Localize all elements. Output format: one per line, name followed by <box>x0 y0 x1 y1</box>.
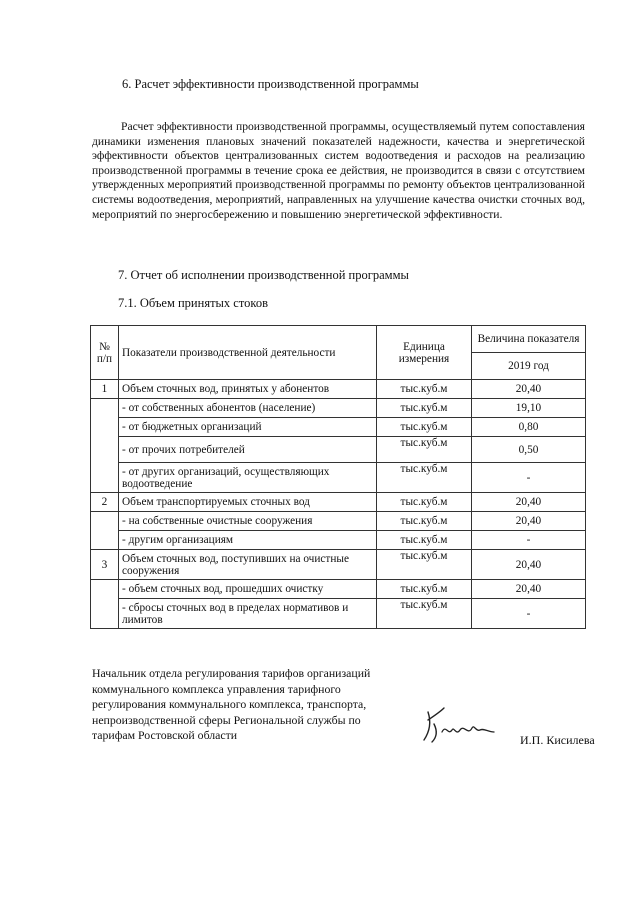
row-unit: тыс.куб.м <box>377 580 472 599</box>
row-unit: тыс.куб.м <box>377 531 472 550</box>
header-year: 2019 год <box>472 353 586 380</box>
row-num-empty <box>91 399 119 493</box>
row-value: - <box>472 531 586 550</box>
position-line: коммунального комплекса управления тарифного <box>92 681 341 696</box>
position-line: непроизводственной сферы Региональной службы по <box>92 712 361 727</box>
row-unit: тыс.куб.м <box>377 380 472 399</box>
row-value: - <box>472 463 586 493</box>
section6-paragraph: Расчет эффективности производственной программы, осуществляемый путем сопоставления динамики изменения плановых значений показателей надежности, качества и энергетической эффективности объектов централизованных систем водоотведения и расходов на реализацию производственной программы в течение срока ее действия, не производится в связи с отсутствием утвержденных мероприятий производственной программы по ремонту объектов централизованной системы водоотведения, мероприятий, направленных на улучшение качества очистки сточных вод, мероприятий по энергосбережению и повышению энергетической эффективности. <box>92 120 585 221</box>
row-value: 0,80 <box>472 418 586 437</box>
row-unit: тыс.куб.м <box>377 418 472 437</box>
row-name: - на собственные очистные сооружения <box>119 512 377 531</box>
section6-heading: 6. Расчет эффективности производственной программы <box>122 77 419 91</box>
row-num: 2 <box>91 493 119 512</box>
section71-subheading: 7.1. Объем принятых стоков <box>118 296 268 310</box>
row-name: - от собственных абонентов (население) <box>119 399 377 418</box>
section7-heading: 7. Отчет об исполнении производственной программы <box>118 268 409 282</box>
row-unit: тыс.куб.м <box>377 493 472 512</box>
row-name: - сбросы сточных вод в пределах нормативов и лимитов <box>119 599 377 629</box>
row-num: 1 <box>91 380 119 399</box>
row-name: - от бюджетных организаций <box>119 418 377 437</box>
row-name: - объем сточных вод, прошедших очистку <box>119 580 377 599</box>
row-value: 20,40 <box>472 550 586 580</box>
row-num-empty <box>91 580 119 629</box>
row-value: 0,50 <box>472 437 586 463</box>
row-value: 20,40 <box>472 380 586 399</box>
row-num-empty <box>91 512 119 550</box>
row-unit: тыс.куб.м <box>377 399 472 418</box>
row-value: - <box>472 599 586 629</box>
row-unit: тыс.куб.м <box>377 512 472 531</box>
signature-position <box>92 666 412 744</box>
sewage-volume-table <box>90 325 586 629</box>
row-unit: тыс.куб.м <box>377 463 472 493</box>
row-value: 20,40 <box>472 580 586 599</box>
row-value: 19,10 <box>472 399 586 418</box>
row-unit: тыс.куб.м <box>377 550 472 580</box>
row-value: 20,40 <box>472 493 586 512</box>
row-name: Объем сточных вод, поступивших на очистные сооружения <box>119 550 377 580</box>
row-value: 20,40 <box>472 512 586 531</box>
signatory-name: И.П. Кисилева <box>520 733 595 747</box>
header-indicator: Показатели производственной деятельности <box>119 326 377 380</box>
header-unit: Единица измерения <box>377 326 472 380</box>
row-name: - другим организациям <box>119 531 377 550</box>
position-line: Начальник отдела регулирования тарифов организаций <box>92 666 371 680</box>
row-unit: тыс.куб.м <box>377 437 472 463</box>
position-line: регулирования коммунального комплекса, транспорта, <box>92 697 367 712</box>
row-name: - от прочих потребителей <box>119 437 377 463</box>
row-unit: тыс.куб.м <box>377 599 472 629</box>
header-value: Величина показателя <box>472 326 586 353</box>
row-name: Объем транспортируемых сточных вод <box>119 493 377 512</box>
position-line: тарифам Ростовской области <box>92 728 238 743</box>
row-num: 3 <box>91 550 119 580</box>
row-name: - от других организаций, осуществляющих водоотведение <box>119 463 377 493</box>
header-num: № п/п <box>91 326 119 380</box>
row-name: Объем сточных вод, принятых у абонентов <box>119 380 377 399</box>
handwritten-signature <box>418 702 498 746</box>
